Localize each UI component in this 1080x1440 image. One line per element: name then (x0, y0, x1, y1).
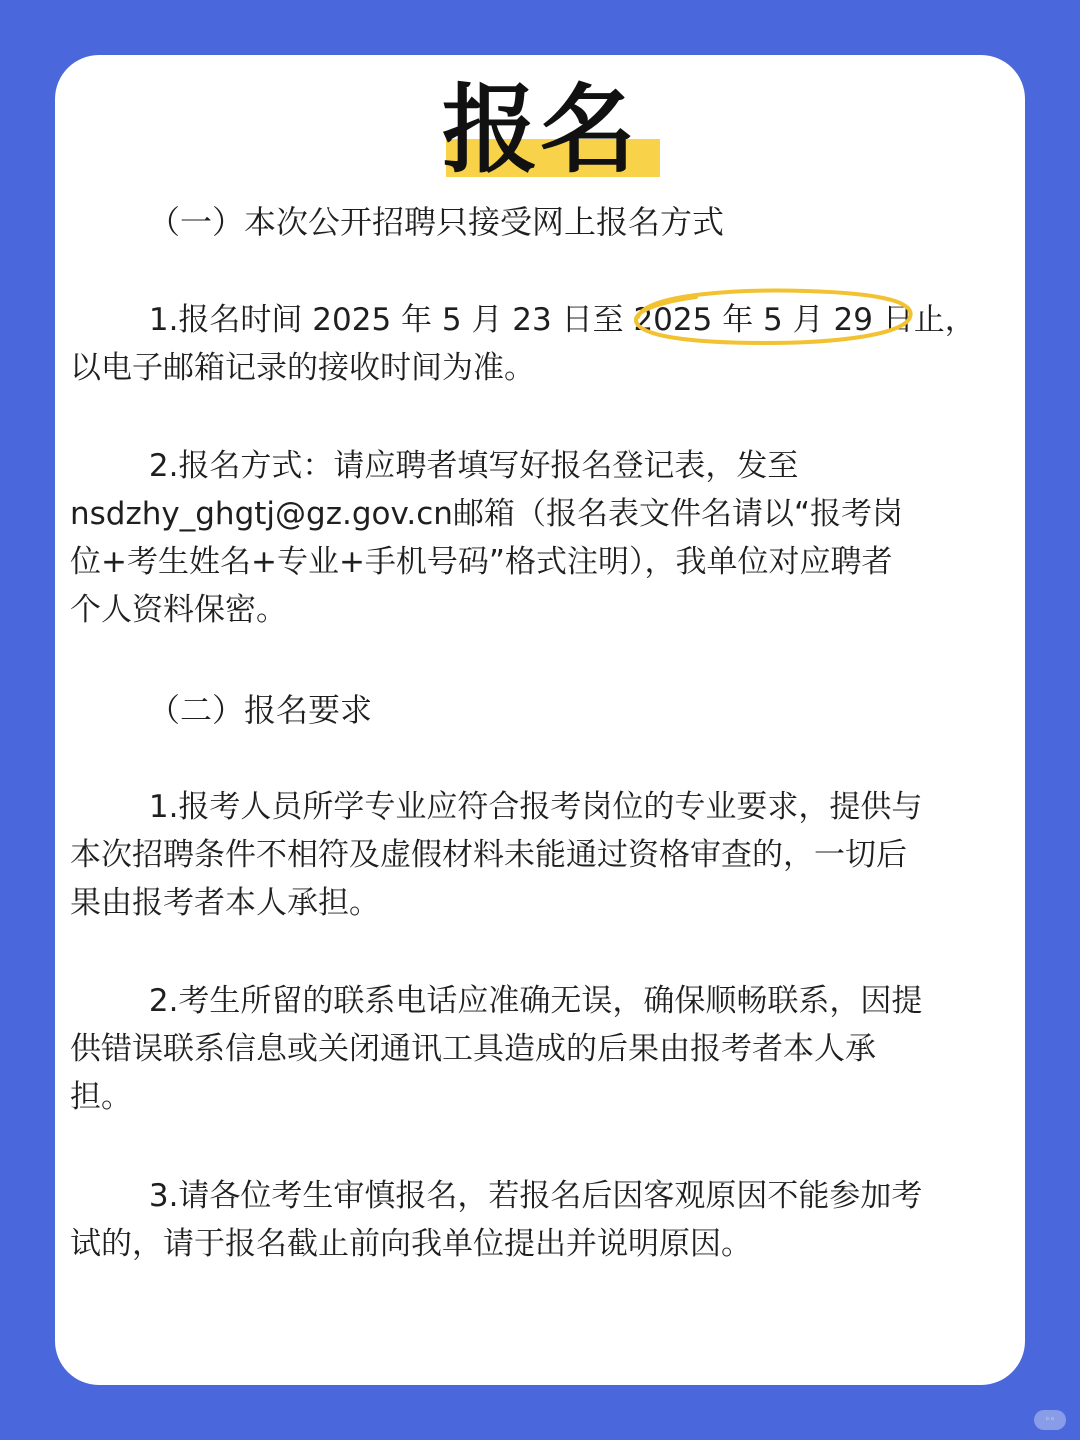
section2-item1: 1.报考人员所学专业应符合报考岗位的专业要求，提供与 本次招聘条件不相符及虚假材料未能通过资格审查的，一切后 果由报考者本人承担。 (70, 789, 923, 921)
section1-item2: 2.报名方式：请应聘者填写好报名登记表，发至 nsdzhy_ghgtj@gz.gov.cn邮箱（报名表文件名请以“报考岗 位+考生姓名+专业+手机号码”格式注明），我单位对应聘者 个人资料保密。 (70, 448, 904, 628)
section1-heading: （一）本次公开招聘只接受网上报名方式 (148, 203, 725, 241)
section2-item3: 3.请各位考生审慎报名，若报名后因客观原因不能参加考 试的，请于报名截止前向我单位提出并说明原因。 (70, 1178, 923, 1262)
page-title: 报名 (442, 74, 638, 186)
section1-item1-line2: 以电子邮箱记录的接收时间为准。 (70, 350, 535, 386)
watermark-icon: ◦◦ (1034, 1410, 1066, 1430)
section2-item2: 2.考生所留的联系电话应准确无误，确保顺畅联系，因提 供错误联系信息或关闭通讯工具造成的后果由报考者本人承 担。 (70, 983, 923, 1115)
section2-heading: （二）报名要求 (148, 691, 373, 729)
title-wrap (0, 74, 1080, 186)
section1-item1-line1: 1.报名时间 2025 年 5 月 23 日至 2025 年 5 月 29 日止， (70, 302, 976, 338)
